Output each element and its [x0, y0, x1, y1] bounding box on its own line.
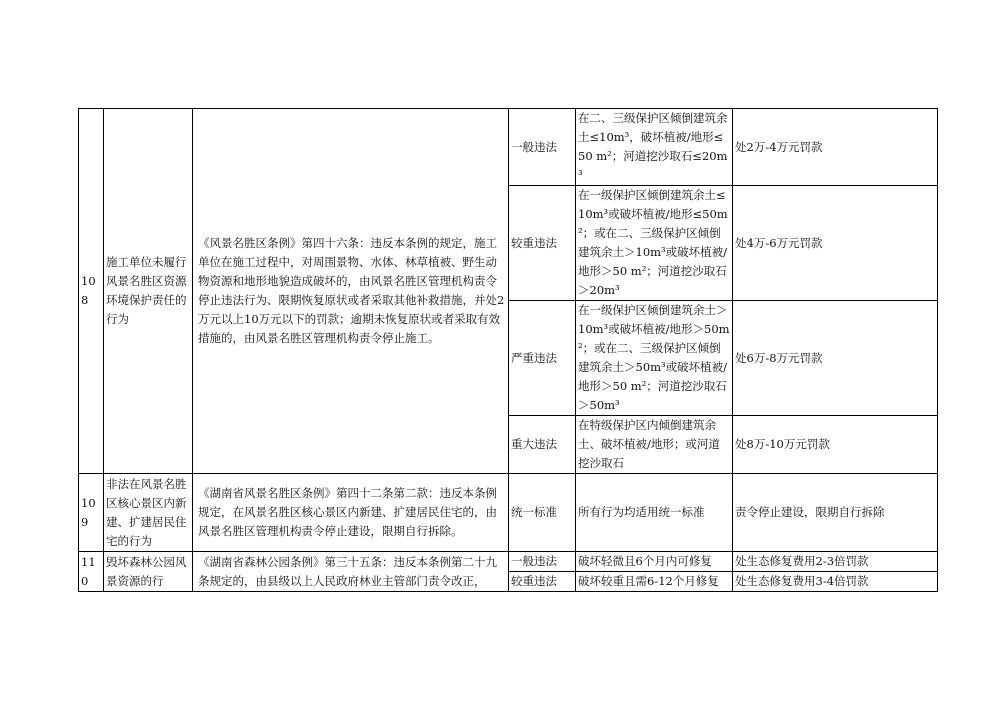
penalty-standard: 处8万-10万元罚款 [733, 416, 938, 474]
violation-grade: 严重违法 [509, 301, 576, 416]
item-number: 110 [79, 552, 104, 592]
penalty-standard: 处4万-6万元罚款 [733, 186, 938, 301]
penalty-standard: 处生态修复费用2-3倍罚款 [733, 552, 938, 572]
legal-basis [193, 552, 509, 592]
penalty-standard: 处生态修复费用3-4倍罚款 [733, 572, 938, 592]
violation-grade: 较重违法 [509, 572, 576, 592]
violation-behavior: 施工单位未履行风景名胜区资源环境保护责任的行为 [104, 109, 193, 474]
violation-grade: 一般违法 [509, 109, 576, 186]
violation-circumstance: 在一级保护区倾倒建筑余土≤10m³或破坏植被/地形≤50m²；或在二、三级保护区倾倒建筑余土＞10m³或破坏植被/地形＞50 m²；河道挖沙取石＞20m³ [576, 186, 733, 301]
violation-behavior-text: 毁坏森林公园风景资源的行 [106, 555, 187, 588]
penalty-standard: 责令停止建设，限期自行拆除 [733, 474, 938, 552]
item-number: 109 [79, 474, 104, 552]
penalty-standard: 处2万-4万元罚款 [733, 109, 938, 186]
table-row [79, 109, 938, 186]
table-row [79, 474, 938, 552]
violation-grade: 统一标准 [509, 474, 576, 552]
violation-behavior [104, 552, 193, 592]
violation-circumstance: 所有行为均适用统一标准 [576, 474, 733, 552]
penalty-table [78, 108, 938, 592]
penalty-standard: 处6万-8万元罚款 [733, 301, 938, 416]
legal-basis: 《风景名胜区条例》第四十六条：违反本条例的规定，施工单位在施工过程中，对周围景物、水体、林草植被、野生动物资源和地形地貌造成破坏的，由风景名胜区管理机构责令停止违法行为、限期恢复原状或者采取其他补救措施，并处2万元以上10万元以下的罚款；逾期未恢复原状或者采取有效措施的，由风景名胜区管理机构责令停止施工。 [193, 109, 509, 474]
violation-circumstance: 在一级保护区倾倒建筑余土＞10m³或破坏植被/地形＞50m²；或在二、三级保护区倾倒建筑余土＞50m³或破坏植被/地形＞50 m²；河道挖沙取石＞50m³ [576, 301, 733, 416]
violation-behavior: 非法在风景名胜区核心景区内新建、扩建居民住宅的行为 [104, 474, 193, 552]
legal-basis-text: 《湖南省森林公园条例》第三十五条：违反本条例第二十九条规定的，由县级以上人民政府林业主管部门责令改正， [198, 555, 497, 588]
item-number: 108 [79, 109, 104, 474]
violation-circumstance: 破坏轻微且6个月内可修复 [576, 552, 733, 572]
violation-grade: 一般违法 [509, 552, 576, 572]
legal-basis: 《湖南省风景名胜区条例》第四十二条第二款：违反本条例规定，在风景名胜区核心景区内新建、扩建居民住宅的，由风景名胜区管理机构责令停止建设，限期自行拆除。 [193, 474, 509, 552]
violation-circumstance: 破坏较重且需6-12个月修复 [576, 572, 733, 592]
violation-grade: 较重违法 [509, 186, 576, 301]
violation-circumstance: 在特级保护区内倾倒建筑余土、破坏植被/地形；或河道挖沙取石 [576, 416, 733, 474]
violation-grade: 重大违法 [509, 416, 576, 474]
violation-circumstance: 在二、三级保护区倾倒建筑余土≤10m³，破坏植被/地形≤50 m²；河道挖沙取石≤20m³ [576, 109, 733, 186]
table-row [79, 552, 938, 572]
